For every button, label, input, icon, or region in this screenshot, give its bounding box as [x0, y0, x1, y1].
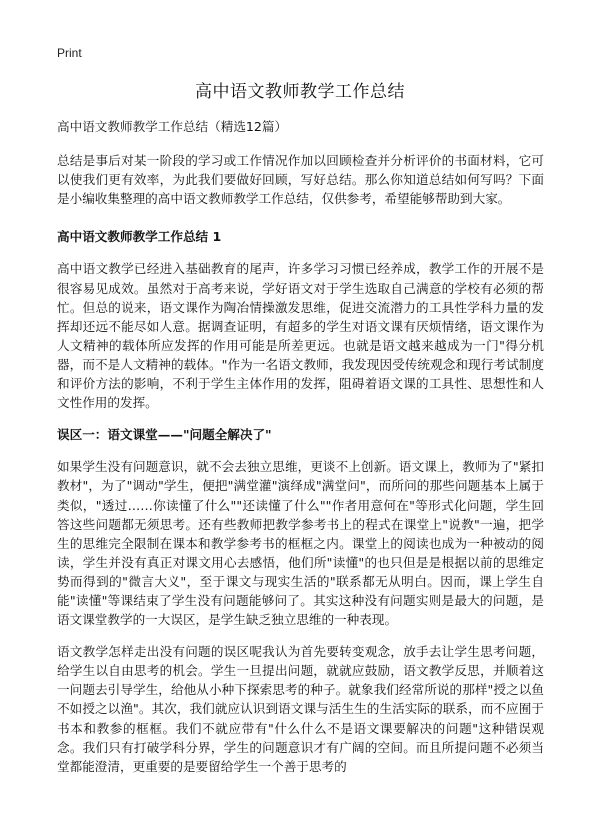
- sub-heading: 误区一：语文课堂——"问题全解决了": [57, 427, 272, 443]
- body-paragraph-2: 如果学生没有问题意识，就不会去独立思维，更谈不上创新。语文课上，教师为了"紧扣教材"，为了"调动"学生，便把"满堂灌"演绎成"满堂问"，而所问的那些问题基本上属于类似，"透过……你读懂了什么""还读懂了什么""作者用意何在"等形式化问题，学生回答这些问题都无须思考。还有些教师把教学参考书上的程式在课堂上"说教"一遍，把学生的思维完全限制在课本和教学参考书的框框之内。课堂上的阅读也成为一种被动的阅读，学生并没有真正对课文用心去感悟，他们所"读懂"的也只但是是根据以前的思维定势而得到的"微言大义"，至于课文与现实生活的"联系都无从明白。因而，课上学生自能"读懂"等课结束了学生没有问题能够问了。其实这种没有问题实则是最大的问题，是语文课堂教学的一大误区，是学生缺乏独立思维的一种表现。: [57, 459, 544, 628]
- body-paragraph-1: 高中语文教学已经进入基础教育的尾声，许多学习习惯已经养成，教学工作的开展不是很容易见成效。虽然对于高考来说，学好语文对于学生选取自己满意的学校有必须的帮忙。但总的说来，语文课作为陶冶情操激发思维，促进交流潜力的工具性学科力量的发挥却还远不能尽如人意。据调查证明，有超多的学生对语文课有厌烦情绪，语文课作为人文精神的载体所应发挥的作用可能是所差更远。也就是语文越来越成为一门"得分机器，而不是人文精神的载体。"作为一名语文教师，我发现因受传统观念和现行考试制度和评价方法的影响，不利于学生主体作用的发挥，阻碍着语文课的工具性、思想性和人文性作用的发挥。: [57, 261, 544, 411]
- body-paragraph-3: 语文教学怎样走出没有问题的误区呢我认为首先要转变观念，放手去让学生思考问题，给学生以自由思考的机会。学生一旦提出问题，就就应鼓励，语文教学反思，并顺着这一问题去引导学生，给他从小种下探索思考的种子。就象我们经常所说的那样"授之以鱼不如授之以渔"。其次，我们就应认识到语文课与活生生的生活实际的联系，而不应囿于书本和教参的框框。我们不就应带有"什么什么不是语文课要解决的问题"这种错误观念。我们只有打破学科分界，学生的问题意识才有广阔的空间。而且所提问题不必须当堂都能澄清，更重要的是要留给学生一个善于思考的: [57, 644, 544, 774]
- intro-paragraph: 总结是事后对某一阶段的学习或工作情况作加以回顾检查并分析评价的书面材料，它可以使我们更有效率，为此我们要做好回顾，写好总结。那么你知道总结如何写吗？下面是小编收集整理的高中语文教师教学工作总结，仅供参考，希望能够帮助到大家。: [57, 153, 544, 207]
- page-title: 高中语文教师教学工作总结: [195, 82, 405, 102]
- print-link[interactable]: Print: [57, 46, 82, 60]
- document-subtitle: 高中语文教师教学工作总结（精选12篇）: [57, 119, 288, 134]
- section-heading: 高中语文教师教学工作总结 1: [57, 229, 222, 245]
- document-body: [57, 117, 544, 789]
